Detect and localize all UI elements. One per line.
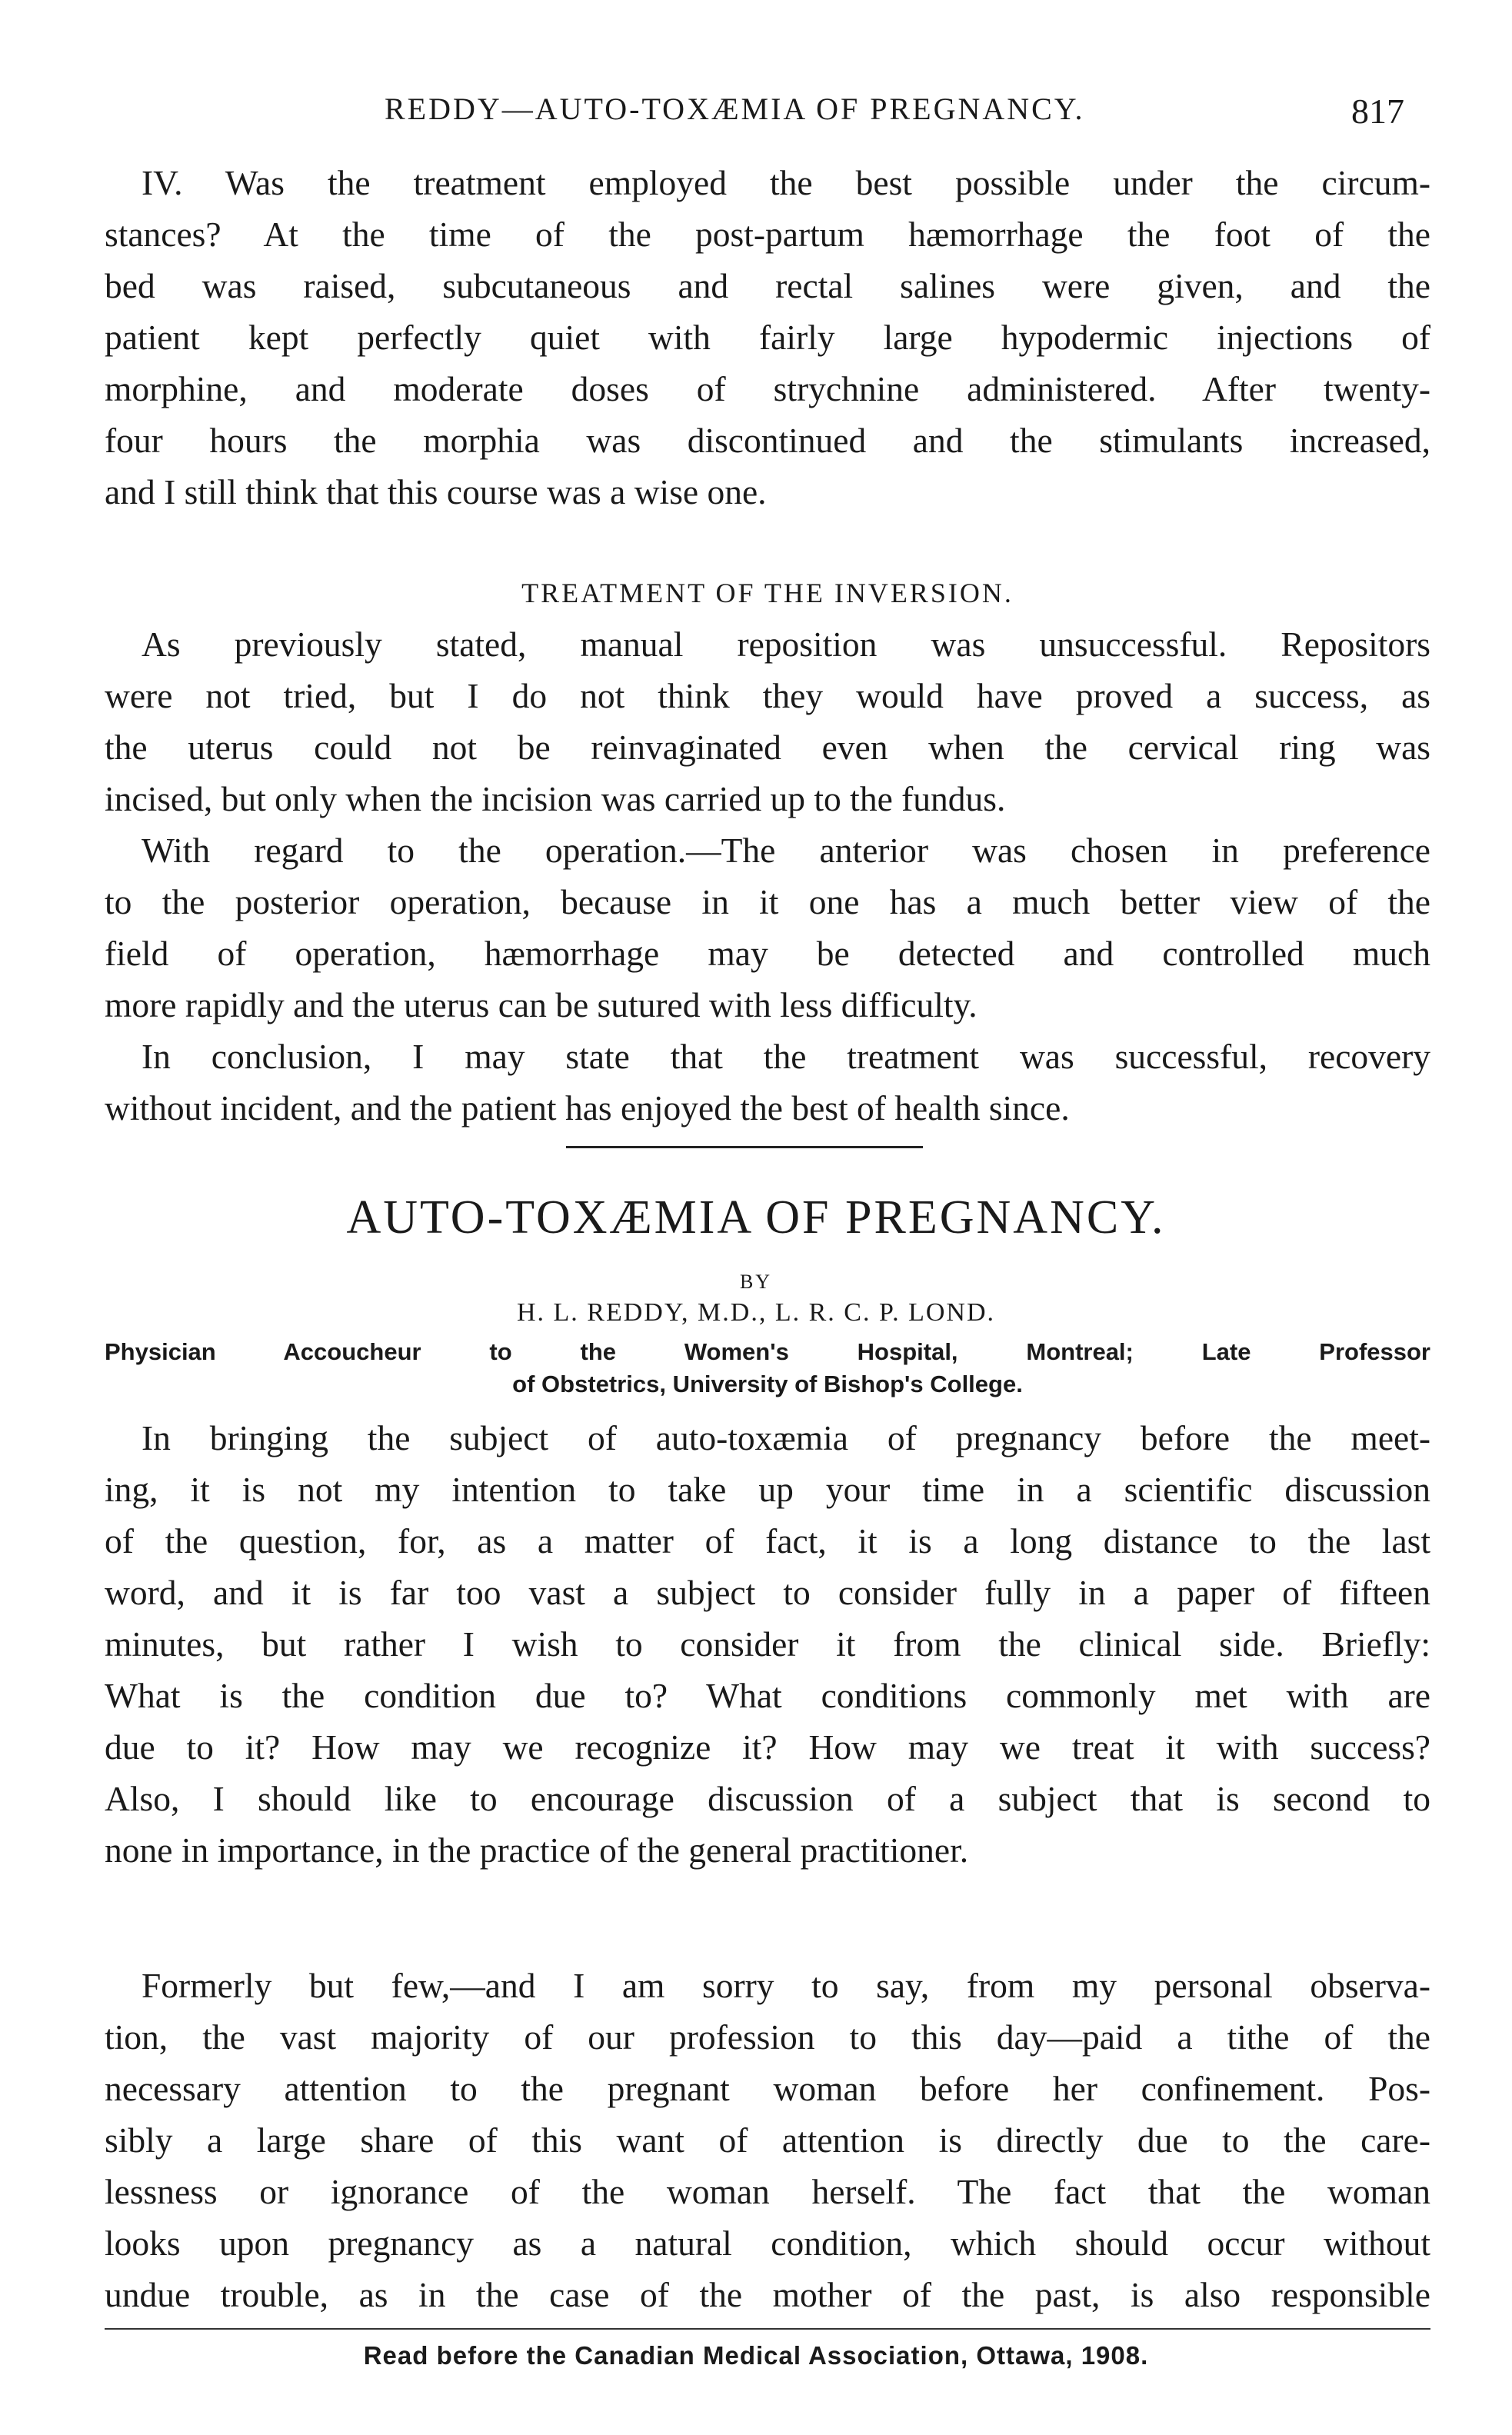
running-title: REDDY—AUTO-TOXÆMIA OF PREGNANCY. xyxy=(385,92,1085,126)
text-line: incised, but only when the incision was carried up to the fundus. xyxy=(105,779,1006,818)
text-line: ing, it is not my intention to take up your time in a scientific discussion xyxy=(105,1470,1430,1509)
text-line: and I still think that this course was a wise one. xyxy=(105,472,767,511)
section-heading-text: TREATMENT OF THE INVERSION. xyxy=(521,578,1014,608)
text-line: With regard to the operation.—The anterior was chosen in preference xyxy=(142,831,1430,870)
text-line: morphine, and moderate doses of strychnine administered. After twenty- xyxy=(105,369,1430,408)
text-line: necessary attention to the pregnant woman before her confinement. Pos- xyxy=(105,2069,1430,2108)
text-line: looks upon pregnancy as a natural condition, which should occur without xyxy=(105,2223,1430,2263)
text-line: none in importance, in the practice of the general practitioner. xyxy=(105,1830,969,1870)
article-title: AUTO-TOXÆMIA OF PREGNANCY. xyxy=(346,1191,1166,1244)
text-line: the uterus could not be reinvaginated even when the cervical ring was xyxy=(105,728,1430,767)
text-line: minutes, but rather I wish to consider it from the clinical side. Briefly: xyxy=(105,1624,1430,1664)
text-line: were not tried, but I do not think they would have proved a success, as xyxy=(105,676,1430,715)
footnote: Read before the Canadian Medical Association, Ottawa, 1908. xyxy=(363,2341,1149,2370)
section-heading xyxy=(105,568,1430,619)
text-line: In conclusion, I may state that the treatment was successful, recovery xyxy=(142,1037,1430,1076)
text-line: Also, I should like to encourage discussion of a subject that is second to xyxy=(105,1779,1430,1818)
running-head xyxy=(108,91,1404,137)
author-affiliation: Physician Accoucheur to the Women's Hospital, Montreal; Late Professor xyxy=(105,1338,1430,1365)
text-line: undue trouble, as in the case of the mother of the past, is also responsible xyxy=(105,2275,1430,2314)
section-divider xyxy=(566,1146,923,1148)
paragraph-formerly xyxy=(105,1960,1430,2320)
text-line: more rapidly and the uterus can be sutured with less difficulty. xyxy=(105,985,977,1024)
text-line: IV. Was the treatment employed the best possible under the circum- xyxy=(142,163,1430,202)
paragraph-iv xyxy=(105,157,1430,518)
text-line: sibly a large share of this want of attention is directly due to the care- xyxy=(105,2120,1430,2160)
author-affiliation: of Obstetrics, University of Bishop's College. xyxy=(512,1371,1023,1397)
text-line: word, and it is far too vast a subject to consider fully in a paper of fifteen xyxy=(105,1573,1430,1612)
text-line: stances? At the time of the post-partum hæmorrhage the foot of the xyxy=(105,215,1430,254)
author-name: H. L. REDDY, M.D., L. R. C. P. LOND. xyxy=(516,1298,996,1327)
paragraph-reposition xyxy=(105,618,1430,824)
text-line: without incident, and the patient has enjoyed the best of health since. xyxy=(105,1088,1070,1128)
text-line: In bringing the subject of auto-toxæmia of pregnancy before the meet- xyxy=(142,1418,1430,1457)
paragraph-conclusion xyxy=(105,1031,1430,1134)
text-line: What is the condition due to? What conditions commonly met with are xyxy=(105,1676,1430,1715)
text-line: due to it? How may we recognize it? How may we treat it with success? xyxy=(105,1727,1430,1767)
text-line: four hours the morphia was discontinued and the stimulants increased, xyxy=(105,421,1430,460)
byline-by: BY xyxy=(739,1271,773,1293)
paragraph-operation xyxy=(105,824,1430,1031)
text-line: field of operation, hæmorrhage may be detected and controlled much xyxy=(105,934,1430,973)
text-line: As previously stated, manual reposition was unsuccessful. Repositors xyxy=(142,625,1430,664)
text-line: Formerly but few,—and I am sorry to say, from my personal observa- xyxy=(142,1966,1430,2005)
text-line: lessness or ignorance of the woman herself. The fact that the woman xyxy=(105,2172,1430,2211)
text-line: tion, the vast majority of our profession to this day—paid a tithe of the xyxy=(105,2017,1430,2057)
paragraph-intro xyxy=(105,1412,1430,1876)
text-line: patient kept perfectly quiet with fairly large hypodermic injections of xyxy=(105,318,1430,357)
page-number: 817 xyxy=(1351,92,1404,131)
footnote-rule xyxy=(105,2328,1430,2330)
text-line: bed was raised, subcutaneous and rectal salines were given, and the xyxy=(105,266,1430,305)
text-line: to the posterior operation, because in it one has a much better view of the xyxy=(105,882,1430,921)
text-line: of the question, for, as a matter of fact, it is a long distance to the last xyxy=(105,1521,1430,1561)
